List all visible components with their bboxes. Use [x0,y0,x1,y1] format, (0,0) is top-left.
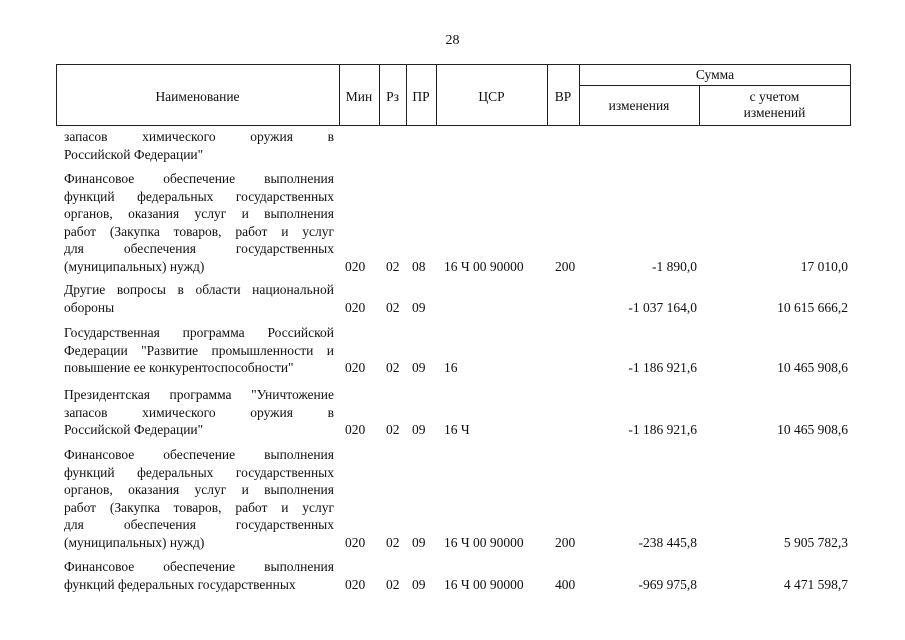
cell-change: -1 186 921,6 [628,360,697,375]
cell-pr: 09 [412,422,426,437]
row-name-line: работ (Закупка товаров, работ и услуг [64,499,334,515]
row-name-line: Другие вопросы в области национальной [64,282,334,297]
cell-pr: 08 [412,258,426,274]
row-name [64,324,334,377]
cell-vr: 200 [555,258,576,274]
table-header [56,64,851,126]
row-name-line: Российской Федерации" [64,422,204,437]
header-vr: ВР [554,89,572,104]
cell-change: -969 975,8 [638,576,697,592]
cell-vr: 200 [555,534,576,550]
cell-change: -1 037 164,0 [628,299,697,315]
header-csr: ЦСР [478,89,505,104]
cell-pr: 09 [412,576,426,592]
page-number: 28 [445,33,460,48]
header-with-changes-l1: с учетом [749,89,800,104]
cell-total: 17 010,0 [800,258,848,274]
row-name-line: органов, оказания услуг и выполнения [64,206,334,221]
cell-total: 4 471 598,7 [783,576,848,592]
cell-pr: 09 [412,360,426,375]
row-name-line: работ (Закупка товаров, работ и услуг [64,223,334,239]
cell-rz: 02 [386,258,400,274]
row-name-line: функций федеральных государственных [64,464,334,480]
sum-divider [579,85,851,86]
header-rz: Рз [386,89,399,104]
row-name-line: Финансовое обеспечение выполнения [64,171,334,186]
header-with-changes-l2: изменений [743,105,806,120]
header-changes: изменения [608,98,670,113]
row-name-line: повышение ее конкурентоспособности" [64,360,294,375]
row-name-line: Федерации "Развитие промышленности и [64,342,334,358]
row-name-line: органов, оказания услуг и выполнения [64,482,334,497]
row-name [64,281,334,316]
row-name [64,446,334,551]
row-name-line: Финансовое обеспечение выполнения [64,559,334,574]
row-name [64,170,334,275]
header-min: Мин [345,89,373,104]
cell-rz: 02 [386,534,400,550]
cell-vr: 400 [555,576,576,592]
row-name-line: Президентская программа "Уничтожение [64,387,334,402]
cell-rz: 02 [386,360,400,375]
row-name [64,128,334,163]
cell-min: 020 [345,299,366,315]
cell-min: 020 [345,360,366,375]
row-name-line: Финансовое обеспечение выполнения [64,447,334,462]
header-pr: ПР [412,89,430,104]
cell-total: 10 465 908,6 [777,422,848,437]
row-name-line: Российской Федерации" [64,146,204,162]
header-name: Наименование [155,89,240,104]
cell-total: 5 905 782,3 [783,534,848,550]
cell-csr: 16 Ч 00 90000 [444,534,524,550]
cell-csr: 16 Ч 00 90000 [444,576,524,592]
row-name-line: функций федеральных государственных [64,576,296,592]
cell-min: 020 [345,258,366,274]
cell-csr: 16 Ч [444,422,470,437]
cell-total: 10 615 666,2 [777,299,848,315]
cell-csr: 16 [444,360,458,375]
header-top-border [56,64,851,65]
cell-pr: 09 [412,534,426,550]
row-name-line: (муниципальных) нужд) [64,258,205,274]
row-name [64,558,334,593]
cell-rz: 02 [386,576,400,592]
row-name-line: функций федеральных государственных [64,188,334,204]
cell-change: -1 186 921,6 [628,422,697,437]
cell-total: 10 465 908,6 [777,360,848,375]
cell-rz: 02 [386,299,400,315]
row-name-line: для обеспечения государственных [64,517,334,532]
cell-change: -1 890,0 [652,258,697,274]
cell-change: -238 445,8 [638,534,697,550]
cell-rz: 02 [386,422,400,437]
row-name-line: для обеспечения государственных [64,241,334,256]
row-name-line: запасов химического оружия в [64,129,334,144]
row-name-line: запасов химического оружия в [64,404,334,420]
row-name-line: обороны [64,299,115,315]
cell-pr: 09 [412,299,426,315]
row-name-line: Государственная программа Российской [64,325,334,340]
row-name-line: (муниципальных) нужд) [64,534,205,550]
cell-min: 020 [345,534,366,550]
row-name [64,386,334,439]
header-sum: Сумма [695,67,735,82]
cell-min: 020 [345,422,366,437]
cell-csr: 16 Ч 00 90000 [444,258,524,274]
header-bottom-border [56,125,851,126]
cell-min: 020 [345,576,366,592]
